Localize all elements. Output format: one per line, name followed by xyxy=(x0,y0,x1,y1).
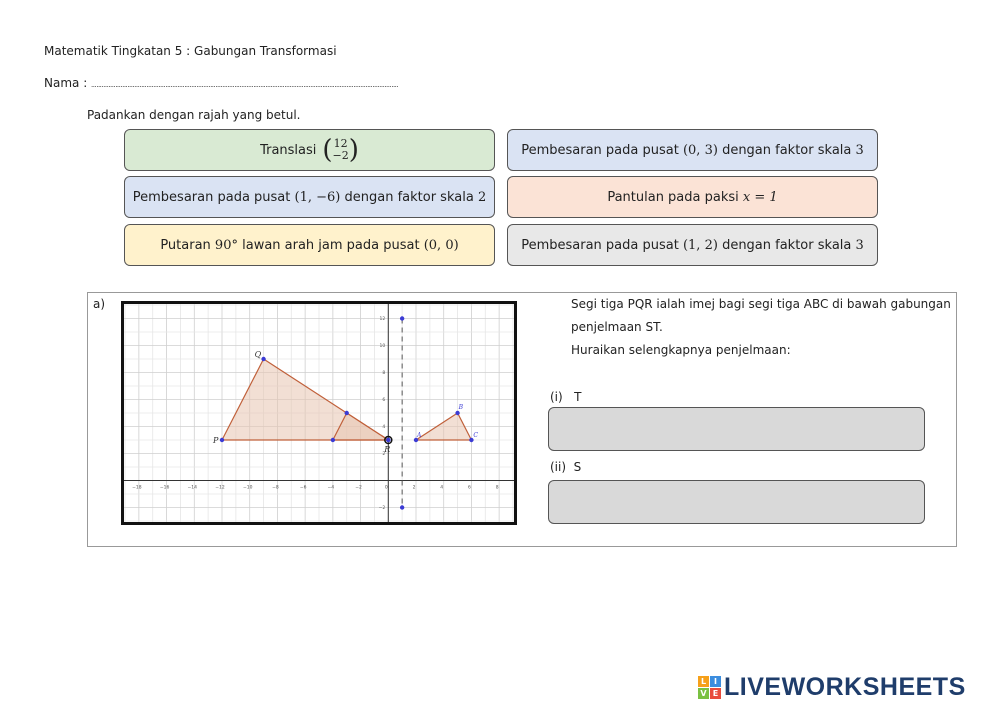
column-vector: ( 12 −2 ) xyxy=(322,135,359,165)
coordinate-graph xyxy=(121,301,517,525)
option-math: (1, −6) xyxy=(294,189,341,205)
name-line xyxy=(44,76,398,90)
x-tick-label: 6 xyxy=(467,485,471,491)
vector-bottom: −2 xyxy=(332,149,349,162)
logo-icon xyxy=(698,676,721,699)
x-tick-label: −14 xyxy=(187,485,198,491)
logo-text: LIVEWORKSHEETS xyxy=(724,673,966,701)
x-tick-label: −6 xyxy=(299,485,307,491)
logo-letter-i: I xyxy=(710,676,721,687)
y-tick-label: 6 xyxy=(382,398,386,403)
point-p xyxy=(220,438,224,442)
question-line3: Huraikan selengkapnya penjelmaan: xyxy=(571,343,791,357)
question-line2: penjelmaan ST. xyxy=(571,320,663,334)
option-math: x = 1 xyxy=(742,189,778,205)
point-q xyxy=(261,357,265,361)
liveworksheets-logo xyxy=(698,673,966,702)
y-tick-label: 2 xyxy=(382,452,386,457)
x-tick-label: −2 xyxy=(355,485,362,491)
option-math: 90° xyxy=(214,237,238,253)
option-pembesaran-0-3[interactable] xyxy=(507,129,878,171)
option-text2: dengan faktor skala xyxy=(344,189,474,205)
option-text: Pembesaran pada pusat xyxy=(132,189,291,205)
y-tick-label: −2 xyxy=(378,506,386,511)
x-tick-label: −12 xyxy=(215,485,225,491)
option-text: Pembesaran pada pusat xyxy=(521,237,679,253)
point-vertex xyxy=(331,438,335,442)
worksheet-title: Matematik Tingkatan 5 : Gabungan Transformasi xyxy=(44,44,337,58)
point-label-b: B xyxy=(458,404,463,411)
option-text2: dengan faktor skala xyxy=(722,237,852,253)
x-tick-label: −4 xyxy=(327,485,335,491)
point-label-p: P xyxy=(213,436,219,445)
option-text2: lawan arah jam pada pusat xyxy=(242,237,420,253)
point-vertex xyxy=(345,411,349,415)
point-dashed-end xyxy=(400,316,404,320)
point-b xyxy=(455,411,459,415)
option-pembesaran-1-neg6[interactable] xyxy=(124,176,495,218)
option-math: (0, 3) xyxy=(682,142,718,158)
point-vertex xyxy=(386,438,390,442)
x-tick-label: 2 xyxy=(412,485,416,491)
part-ii-label: (ii) S xyxy=(550,460,582,474)
option-math: (1, 2) xyxy=(682,237,718,253)
option-math2: (0, 0) xyxy=(423,237,459,253)
point-label-r: R xyxy=(384,445,391,454)
question-line1: Segi tiga PQR ialah imej bagi segi tiga ABC di bawah gabungan xyxy=(571,297,951,311)
option-math2: 3 xyxy=(855,142,864,158)
x-tick-label: −10 xyxy=(242,485,253,491)
point-label-q: Q xyxy=(254,350,262,359)
logo-letter-e: E xyxy=(710,688,721,699)
point-label-a: A xyxy=(417,432,422,439)
point-label-c: C xyxy=(473,432,479,439)
option-putaran[interactable] xyxy=(124,224,495,266)
option-pembesaran-1-2[interactable] xyxy=(507,224,878,266)
option-text: Pembesaran pada pusat xyxy=(521,142,679,158)
part-i-label: (i) T xyxy=(550,390,582,404)
drop-zone-t[interactable] xyxy=(548,407,925,451)
question-label: a) xyxy=(93,297,106,311)
option-text: Putaran xyxy=(160,237,211,253)
point-dashed-end xyxy=(400,505,404,509)
y-tick-label: 10 xyxy=(379,344,386,349)
y-tick-label: 4 xyxy=(382,425,386,430)
logo-letter-l: L xyxy=(698,676,709,687)
x-tick-label: −18 xyxy=(132,485,142,491)
x-tick-label: 0 xyxy=(384,485,388,491)
x-tick-label: −16 xyxy=(159,485,170,491)
name-label: Nama : xyxy=(44,76,92,90)
x-tick-label: 4 xyxy=(440,485,444,491)
option-translasi[interactable] xyxy=(124,129,495,171)
y-tick-label: 12 xyxy=(379,317,386,322)
option-math2: 2 xyxy=(477,189,487,205)
instruction: Padankan dengan rajah yang betul. xyxy=(87,108,301,122)
option-text: Pantulan pada paksi xyxy=(607,189,739,205)
vector-top: 12 xyxy=(333,137,348,150)
option-math2: 3 xyxy=(855,237,864,253)
logo-letter-v: V xyxy=(698,688,709,699)
name-dots: .................................................................................................................................................................................. xyxy=(91,81,399,89)
option-pantulan[interactable] xyxy=(507,176,878,218)
option-text2: dengan faktor skala xyxy=(722,142,852,158)
x-tick-label: 8 xyxy=(495,485,499,491)
option-text: Translasi xyxy=(260,142,317,158)
y-tick-label: 8 xyxy=(382,371,386,376)
x-tick-label: −8 xyxy=(272,485,279,491)
drop-zone-s[interactable] xyxy=(548,480,925,524)
